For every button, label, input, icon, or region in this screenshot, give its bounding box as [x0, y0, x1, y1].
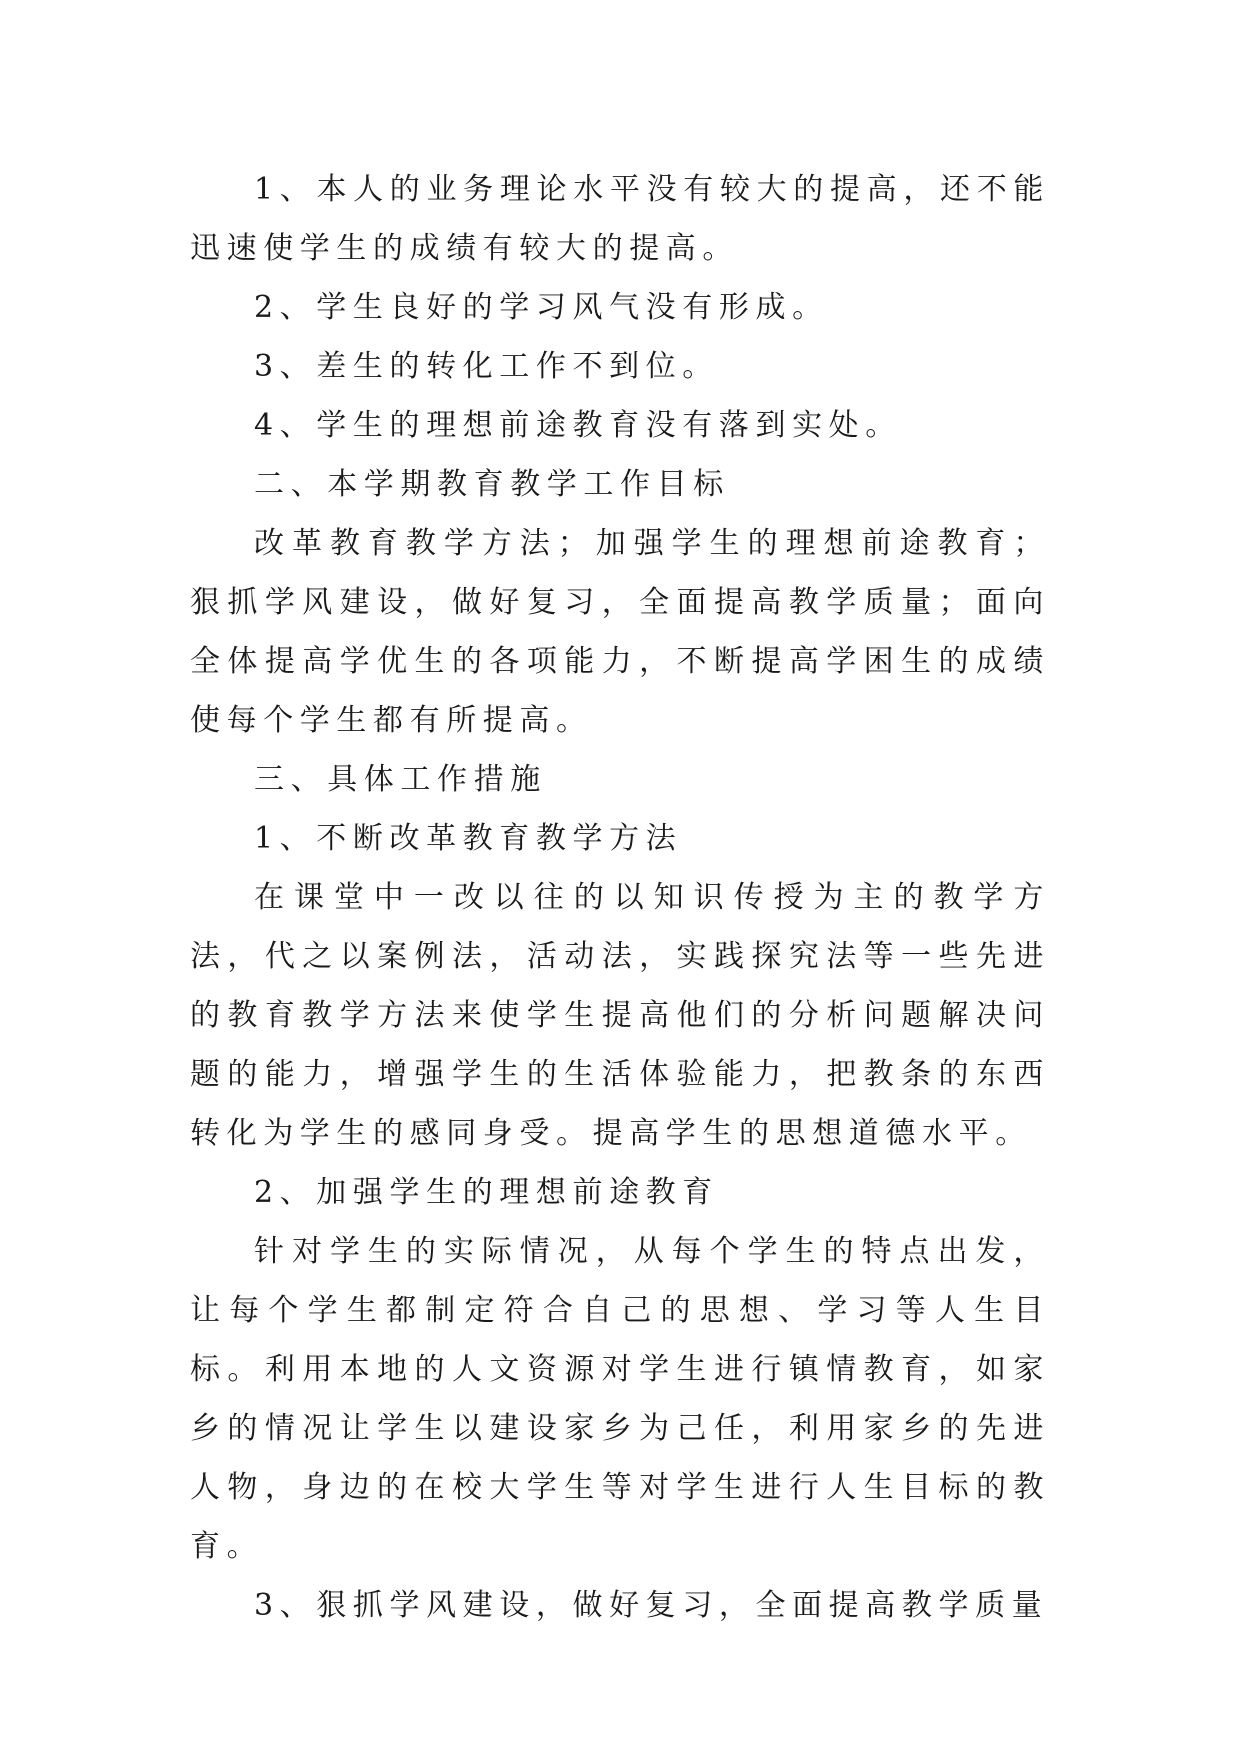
section-heading-2: 二、本学期教育教学工作目标 [254, 467, 730, 502]
paragraph-2: 2、学生良好的学习风气没有形成。 [254, 290, 829, 325]
section-heading-3: 三、具体工作措施 [254, 762, 547, 797]
subheading-2: 2、加强学生的理想前途教育 [254, 1175, 719, 1210]
subheading-3: 3、狠抓学风建设，做好复习，全面提高教学质量 [254, 1588, 1049, 1623]
paragraph-1: 1、本人的业务理论水平没有较大的提高，还不能迅速使学生的成绩有较大的提高。 [190, 172, 1050, 266]
paragraph-11: 针对学生的实际情况，从每个学生的特点出发，让每个学生都制定符合自己的思想、学习等人生目标。利用本地的人文资源对学生进行镇情教育，如家乡的情况让学生以建设家乡为己任，利用家乡的先进人物，身边的在校大学生等对学生进行人生目标的教育。 [190, 1234, 1050, 1564]
subheading-1: 1、不断改革教育教学方法 [254, 821, 683, 856]
document-page [190, 160, 1050, 1635]
paragraph-3: 3、差生的转化工作不到位。 [254, 349, 719, 384]
paragraph-4: 4、学生的理想前途教育没有落到实处。 [254, 408, 902, 443]
paragraph-6: 改革教育教学方法；加强学生的理想前途教育；狠抓学风建设，做好复习，全面提高教学质量；面向全体提高学优生的各项能力，不断提高学困生的成绩使每个学生都有所提高。 [190, 526, 1050, 738]
paragraph-9: 在课堂中一改以往的以知识传授为主的教学方法，代之以案例法，活动法，实践探究法等一些先进的教育教学方法来使学生提高他们的分析问题解决问题的能力，增强学生的生活体验能力，把教条的东西转化为学生的感同身受。提高学生的思想道德水平。 [190, 880, 1050, 1151]
